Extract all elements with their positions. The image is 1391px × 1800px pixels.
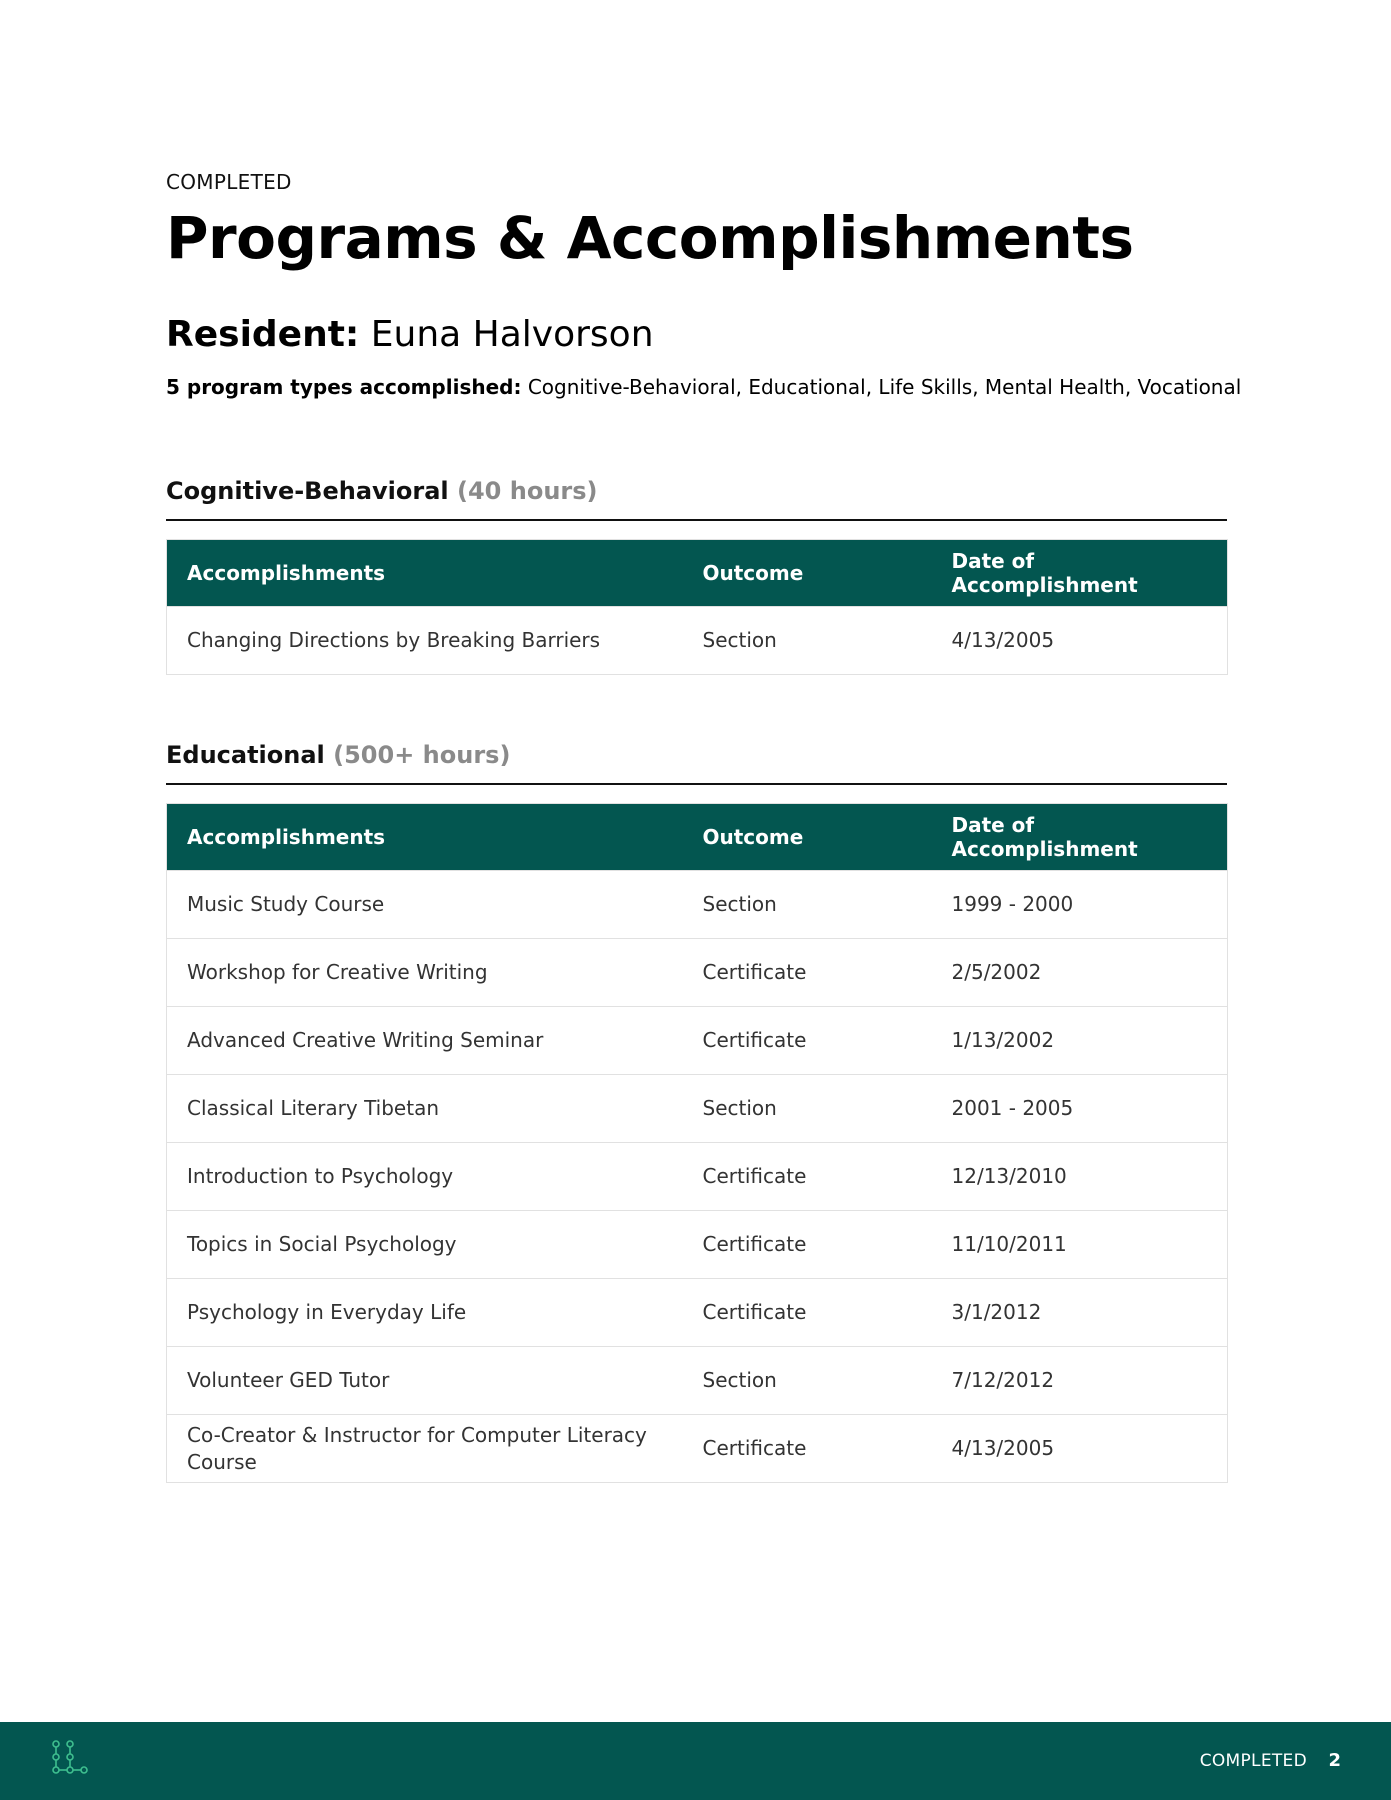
accomplishment-cell: Psychology in Everyday Life bbox=[167, 1279, 683, 1347]
outcome-cell: Section bbox=[683, 1347, 932, 1415]
outcome-cell: Section bbox=[683, 607, 932, 675]
table-row bbox=[167, 607, 1228, 675]
table-row bbox=[167, 1347, 1228, 1415]
outcome-cell: Certificate bbox=[683, 1143, 932, 1211]
outcome-cell: Section bbox=[683, 871, 932, 939]
date-cell: 7/12/2012 bbox=[932, 1347, 1228, 1415]
page-number: 2 bbox=[1328, 1750, 1341, 1771]
section-name: Educational bbox=[166, 741, 325, 769]
accomplishment-cell: Introduction to Psychology bbox=[167, 1143, 683, 1211]
section-educational bbox=[166, 741, 1227, 1483]
date-cell: 3/1/2012 bbox=[932, 1279, 1228, 1347]
table-row bbox=[167, 1007, 1228, 1075]
column-header-date: Date of Accomplishment bbox=[951, 549, 1138, 597]
column-header-accomplishments: Accomplishments bbox=[187, 825, 386, 849]
column-header-outcome: Outcome bbox=[702, 561, 804, 585]
node-graph-logo-icon bbox=[50, 1740, 96, 1786]
outcome-cell: Section bbox=[683, 1075, 932, 1143]
table-row bbox=[167, 1415, 1228, 1483]
section-heading bbox=[166, 741, 1227, 785]
date-cell: 1999 - 2000 bbox=[932, 871, 1228, 939]
section-heading bbox=[166, 477, 1227, 521]
accomplishment-cell: Advanced Creative Writing Seminar bbox=[167, 1007, 683, 1075]
status-eyebrow: COMPLETED bbox=[166, 170, 292, 194]
program-summary-value: Cognitive-Behavioral, Educational, Life Skills, Mental Health, Vocational bbox=[527, 375, 1242, 399]
table-header-row bbox=[167, 540, 1228, 607]
column-header-outcome: Outcome bbox=[702, 825, 804, 849]
accomplishment-cell: Co-Creator & Instructor for Computer Literacy Course bbox=[167, 1415, 683, 1483]
section-hours: (40 hours) bbox=[457, 477, 598, 505]
footer-status: COMPLETED bbox=[1199, 1751, 1307, 1771]
table-row bbox=[167, 1279, 1228, 1347]
outcome-cell: Certificate bbox=[683, 1279, 932, 1347]
program-summary bbox=[166, 375, 1241, 399]
accomplishment-cell: Topics in Social Psychology bbox=[167, 1211, 683, 1279]
column-header-date: Date of Accomplishment bbox=[951, 813, 1138, 861]
table-row bbox=[167, 871, 1228, 939]
page-footer bbox=[0, 1722, 1391, 1800]
section-cognitive-behavioral bbox=[166, 477, 1227, 675]
accomplishment-cell: Volunteer GED Tutor bbox=[167, 1347, 683, 1415]
section-name: Cognitive-Behavioral bbox=[166, 477, 449, 505]
accomplishment-cell: Classical Literary Tibetan bbox=[167, 1075, 683, 1143]
accomplishment-cell: Changing Directions by Breaking Barriers bbox=[167, 607, 683, 675]
outcome-cell: Certificate bbox=[683, 939, 932, 1007]
date-cell: 12/13/2010 bbox=[932, 1143, 1228, 1211]
table-header-row bbox=[167, 804, 1228, 871]
table-row bbox=[167, 939, 1228, 1007]
accomplishment-cell: Music Study Course bbox=[167, 871, 683, 939]
page-title: Programs & Accomplishments bbox=[166, 204, 1134, 272]
table-row bbox=[167, 1211, 1228, 1279]
date-cell: 1/13/2002 bbox=[932, 1007, 1228, 1075]
accomplishments-table bbox=[166, 539, 1228, 675]
outcome-cell: Certificate bbox=[683, 1007, 932, 1075]
date-cell: 2001 - 2005 bbox=[932, 1075, 1228, 1143]
date-cell: 11/10/2011 bbox=[932, 1211, 1228, 1279]
resident-name: Euna Halvorson bbox=[370, 314, 654, 355]
outcome-cell: Certificate bbox=[683, 1211, 932, 1279]
program-summary-label: 5 program types accomplished: bbox=[166, 375, 522, 399]
column-header-accomplishments: Accomplishments bbox=[187, 561, 386, 585]
date-cell: 4/13/2005 bbox=[932, 607, 1228, 675]
date-cell: 4/13/2005 bbox=[932, 1415, 1228, 1483]
resident-line bbox=[166, 314, 654, 355]
accomplishment-cell: Workshop for Creative Writing bbox=[167, 939, 683, 1007]
outcome-cell: Certificate bbox=[683, 1415, 932, 1483]
section-hours: (500+ hours) bbox=[333, 741, 511, 769]
accomplishments-table bbox=[166, 803, 1228, 1483]
table-row bbox=[167, 1075, 1228, 1143]
resident-label: Resident: bbox=[166, 314, 360, 355]
date-cell: 2/5/2002 bbox=[932, 939, 1228, 1007]
table-row bbox=[167, 1143, 1228, 1211]
